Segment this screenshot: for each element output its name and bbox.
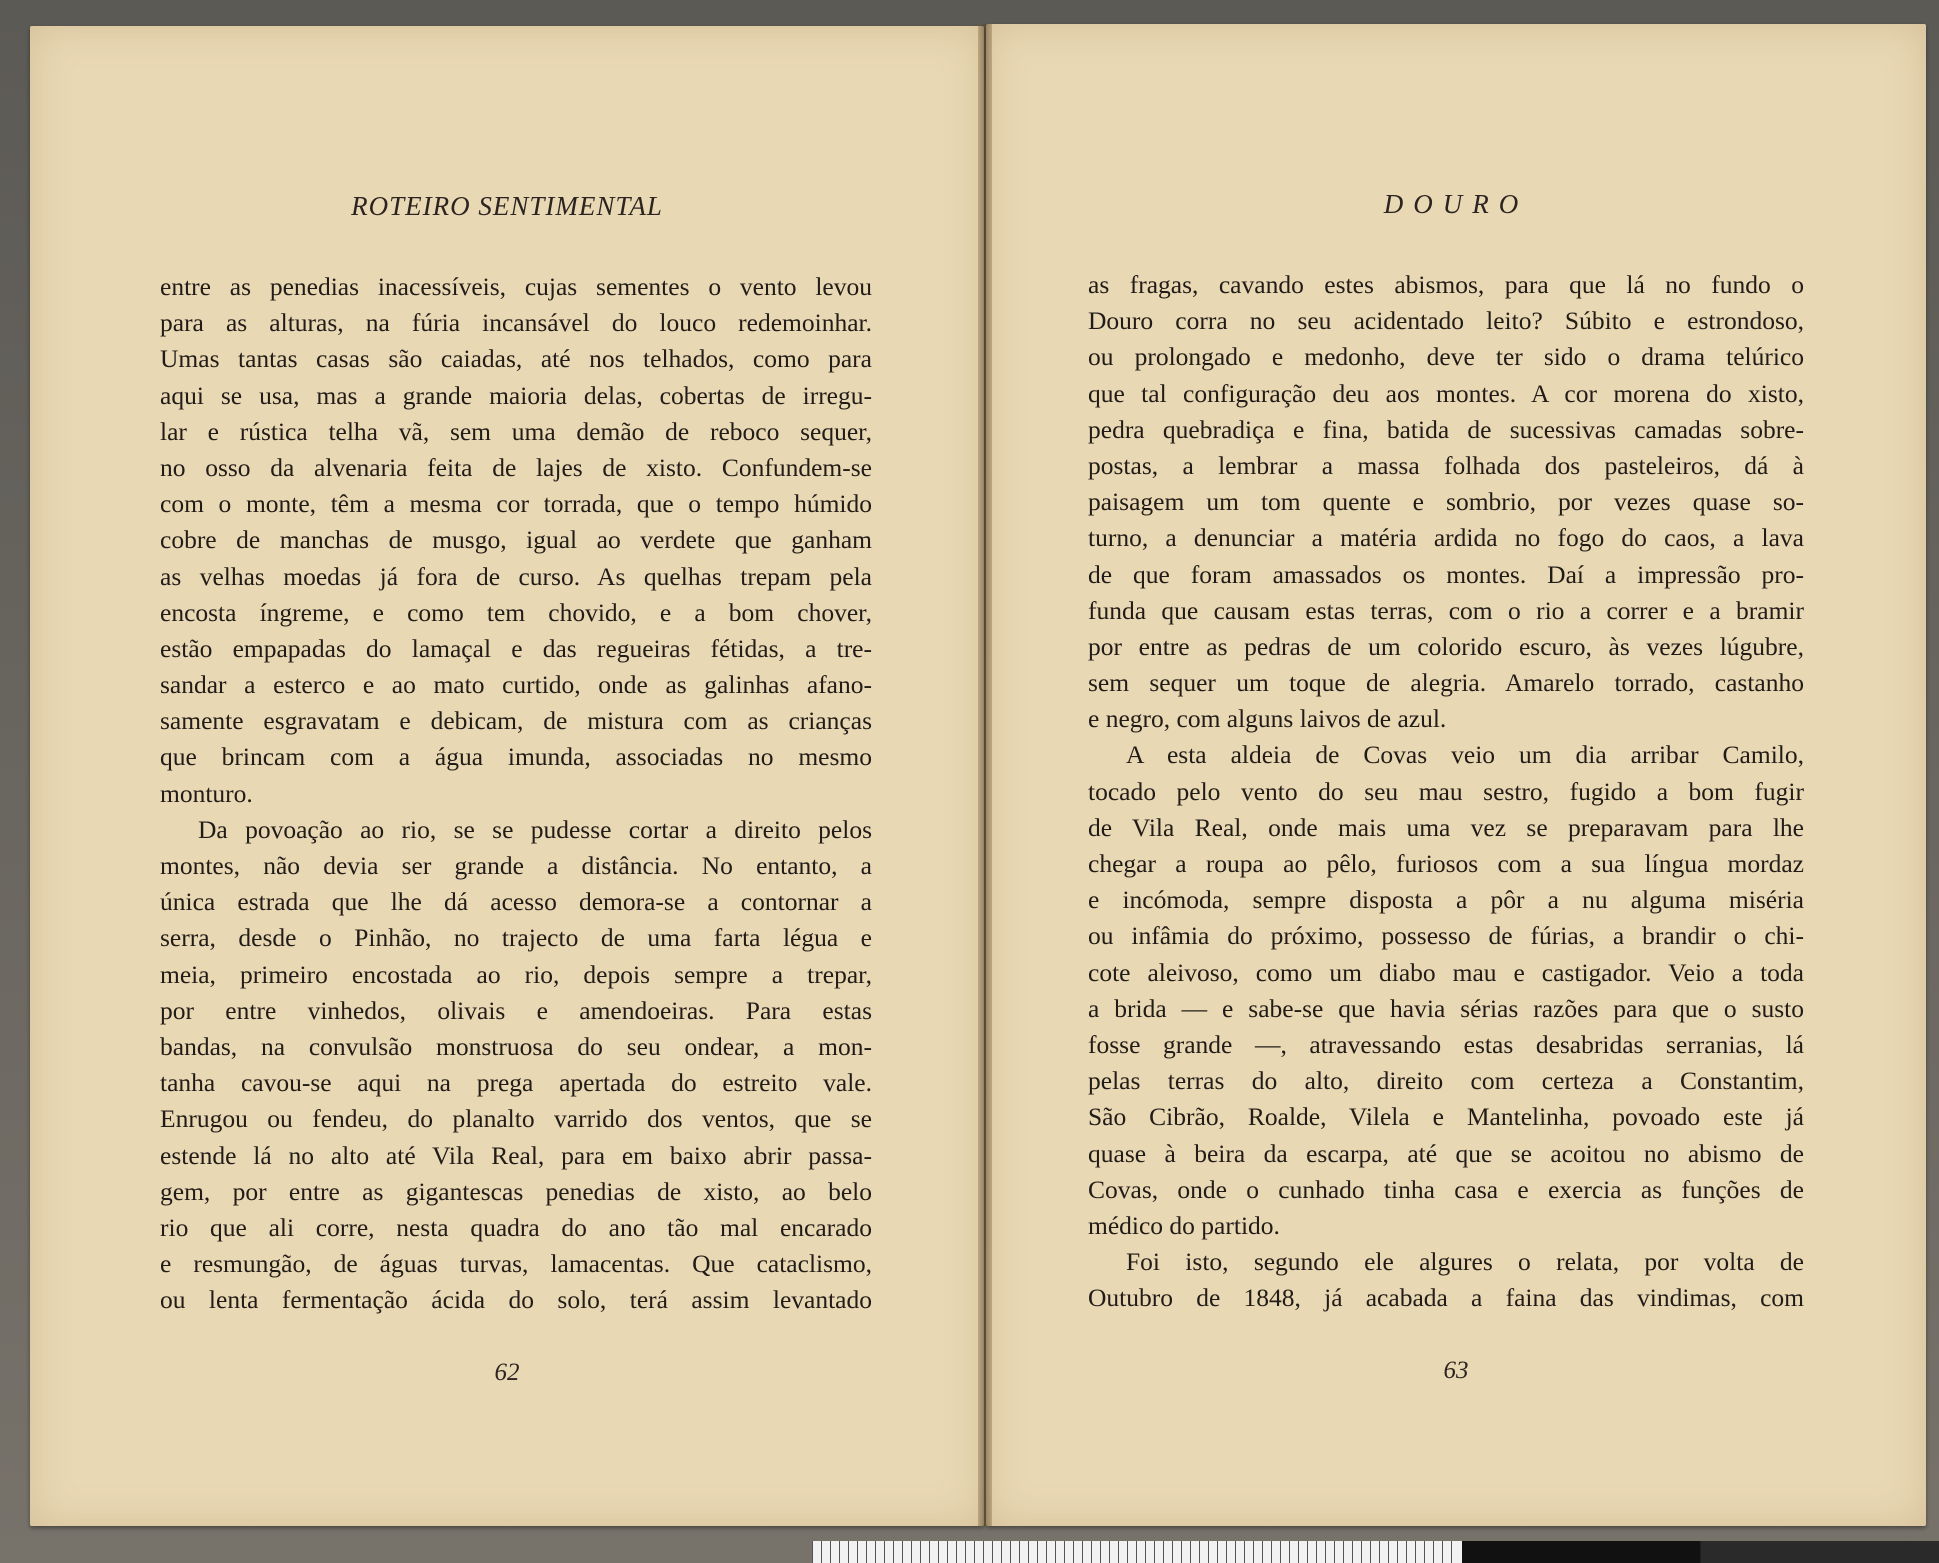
text-line: sandar a esterco e ao mato curtido, onde as galinhas afano- [160, 670, 872, 700]
text-line: para as alturas, na fúria incansável do louco redemoinhar. [160, 308, 872, 338]
text-line: e incómoda, sempre disposta a pôr a nu alguma miséria [1088, 885, 1804, 915]
text-line: de Vila Real, onde mais uma vez se preparavam para lhe [1088, 812, 1804, 842]
text-line: cobre de manchas de musgo, igual ao verdete que ganham [160, 525, 872, 555]
text-line: funda que causam estas terras, com o rio a correr e a bramir [1088, 595, 1804, 625]
right-body-text [1088, 267, 1804, 1316]
text-line: as fragas, cavando estes abismos, para que lá no fundo o [1088, 270, 1804, 299]
text-line: médico do partido. [1088, 1210, 1280, 1240]
text-line: encosta íngreme, e como tem chovido, e a bom chover, [160, 597, 872, 627]
text-line: que brincam com a água imunda, associadas no mesmo [160, 742, 872, 772]
text-line: chegar a roupa ao pêlo, furiosos com a sua língua mordaz [1088, 849, 1804, 878]
text-line: tocado pelo vento do seu mau sestro, fugido a bom fugir [1088, 776, 1804, 806]
text-line: Outubro de 1848, já acabada a faina das vindimas, com [1088, 1283, 1804, 1313]
text-line: São Cibrão, Roalde, Vilela e Mantelinha, povoado este já [1088, 1102, 1804, 1132]
text-line: serra, desde o Pinhão, no trajecto de uma farta légua e [160, 923, 872, 953]
text-line: paisagem um tom quente e sombrio, por vezes quase so- [1088, 487, 1804, 517]
text-line: estende lá no alto até Vila Real, para em baixo abrir passa- [160, 1140, 872, 1170]
book-gutter [978, 24, 992, 1526]
left-page-number: 62 [494, 1359, 520, 1386]
text-line: Enrugou ou fendeu, do planalto varrido dos ventos, que se [160, 1104, 872, 1134]
text-line: meia, primeiro encostada ao rio, depois sempre a trepar, [160, 959, 872, 989]
text-line: quase à beira da escarpa, até que se acoitou no abismo de [1088, 1138, 1804, 1168]
text-line: ou infâmia do próximo, possesso de fúrias, a brandir o chi- [1088, 921, 1804, 951]
left-body-text [160, 269, 872, 1318]
ruler-color-patch [1462, 1541, 1939, 1563]
text-line: gem, por entre as gigantescas penedias de xisto, ao belo [160, 1176, 872, 1206]
text-line: estão empapadas do lamaçal e das regueiras fétidas, a tre- [160, 633, 872, 663]
text-line: que tal configuração deu aos montes. A cor morena do xisto, [1088, 378, 1804, 408]
paragraph-start-line: Foi isto, segundo ele algures o relata, por volta de [1126, 1247, 1804, 1277]
right-page [986, 24, 1926, 1526]
text-line: a brida — e sabe-se que havia sérias razões para que o susto [1088, 993, 1804, 1023]
ruler-ticks [812, 1541, 1452, 1563]
text-line: de que foram amassados os montes. Daí a impressão pro- [1088, 559, 1804, 589]
right-running-head: DOURO [1383, 189, 1529, 219]
text-line: por entre as pedras de um colorido escuro, às vezes lúgubre, [1088, 631, 1804, 661]
text-line: pedra quebradiça e fina, batida de sucessivas camadas sobre- [1088, 414, 1804, 444]
text-line: postas, a lembrar a massa folhada dos pasteleiros, dá à [1088, 450, 1804, 480]
text-line: única estrada que lhe dá acesso demora-se a contornar a [160, 887, 872, 917]
left-page [30, 26, 984, 1526]
text-line: lar e rústica telha vã, sem uma demão de reboco sequer, [160, 416, 872, 446]
text-line: Umas tantas casas são caiadas, até nos telhados, como para [160, 344, 872, 374]
text-line: montes, não devia ser grande a distância. No entanto, a [160, 851, 872, 880]
text-line: turno, a denunciar a matéria ardida no fogo do caos, a lava [1088, 523, 1804, 553]
paragraph-start-line: Da povoação ao rio, se se pudesse cortar a direito pelos [198, 814, 872, 844]
scan-ruler [812, 1541, 1939, 1563]
text-line: e negro, com alguns laivos de azul. [1088, 704, 1447, 734]
left-running-head: ROTEIRO SENTIMENTAL [351, 191, 663, 221]
text-line: Douro corra no seu acidentado leito? Súbito e estrondoso, [1088, 306, 1804, 336]
text-line: cote aleivoso, como um diabo mau e castigador. Veio a toda [1088, 957, 1804, 987]
text-line: fosse grande —, atravessando estas desabridas serranias, lá [1088, 1029, 1804, 1059]
text-line: ou prolongado e medonho, deve ter sido o drama telúrico [1088, 342, 1804, 372]
text-line: Covas, onde o cunhado tinha casa e exercia as funções de [1088, 1174, 1804, 1204]
text-line: e resmungão, de águas turvas, lamacentas. Que cataclismo, [160, 1249, 872, 1279]
text-line: no osso da alvenaria feita de lajes de xisto. Confundem-se [160, 452, 872, 482]
text-line: aqui se usa, mas a grande maioria delas, cobertas de irregu- [160, 380, 872, 410]
text-line: entre as penedias inacessíveis, cujas sementes o vento levou [160, 272, 872, 301]
text-line: ou lenta fermentação ácida do solo, terá assim levantado [160, 1285, 872, 1315]
text-line: monturo. [160, 778, 253, 808]
text-line: pelas terras do alto, direito com certeza a Constantim, [1088, 1066, 1804, 1096]
text-line: bandas, na convulsão monstruosa do seu ondear, a mon- [160, 1031, 872, 1061]
text-line: por entre vinhedos, olivais e amendoeiras. Para estas [160, 995, 872, 1025]
text-line: tanha cavou-se aqui na prega apertada do estreito vale. [160, 1068, 872, 1098]
text-line: samente esgravatam e debicam, de mistura com as crianças [160, 706, 872, 736]
text-line: as velhas moedas já fora de curso. As quelhas trepam pela [160, 561, 872, 591]
text-line: sem sequer um toque de alegria. Amarelo torrado, castanho [1088, 668, 1804, 698]
text-line: rio que ali corre, nesta quadra do ano tão mal encarado [160, 1212, 872, 1242]
text-line: com o monte, têm a mesma cor torrada, que o tempo húmido [160, 489, 872, 519]
paragraph-start-line: A esta aldeia de Covas veio um dia arribar Camilo, [1126, 740, 1804, 770]
right-page-number: 63 [1443, 1357, 1469, 1384]
